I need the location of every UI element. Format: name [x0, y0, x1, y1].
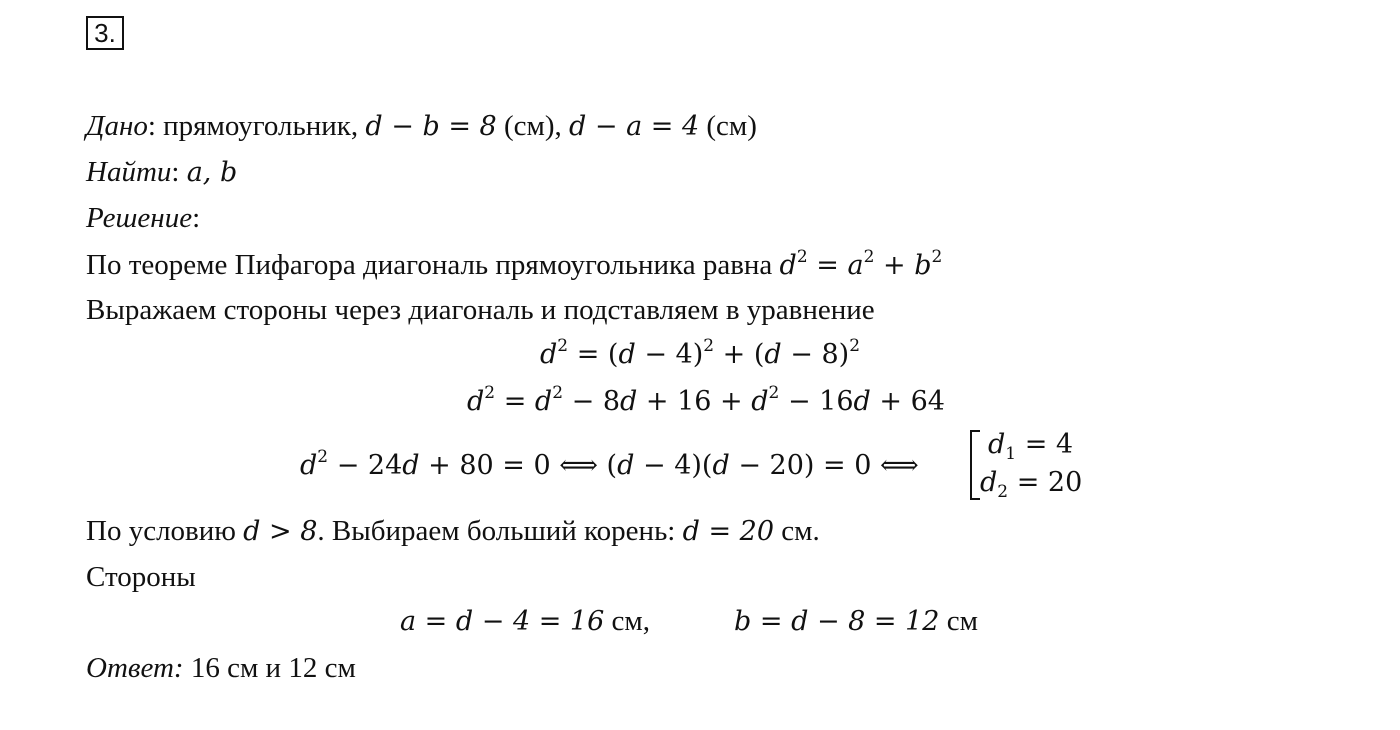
root-1: $d_1 = 4$	[988, 429, 1074, 464]
find-line	[86, 154, 237, 191]
given-text: : прямоугольник,	[147, 110, 366, 142]
problem-number: 3.	[86, 16, 124, 50]
side-a-unit: см,	[604, 605, 651, 637]
given-unit2: (см)	[699, 110, 757, 142]
cases-bracket	[970, 430, 980, 500]
answer-text: 16 см и 12 см	[183, 652, 356, 684]
answer-label: Ответ:	[86, 652, 184, 684]
side-b	[734, 603, 978, 640]
conclusion-text3: см.	[774, 515, 820, 547]
given-eq2: d − a = 4	[569, 111, 700, 142]
equation-1: $d^2 = (d - 4)^2 + (d - 8)^2$	[539, 336, 861, 370]
solution-label: Решение	[86, 202, 193, 234]
equation-2: $d^2 = d^2 - 8d + 16 + d^2 - 16d + 64$	[467, 383, 945, 417]
conclusion-text2: . Выбираем больший корень:	[317, 515, 683, 547]
side-a	[400, 603, 650, 640]
given-label: Дано	[86, 110, 148, 142]
side-a-expr: a = d − 4 = 16	[400, 606, 605, 637]
find-vars: a, b	[186, 157, 238, 188]
equation-3-lhs: $d^2 - 24d + 80 = 0$ ⟺ (d − 4)(d − 20) = 0 ⟺	[300, 447, 919, 481]
pythagoras-text: По теореме Пифагора диагональ прямоугольника равна	[86, 249, 780, 281]
find-text: :	[171, 156, 187, 188]
substitute-line: Выражаем стороны через диагональ и подставляем в уравнение	[86, 294, 875, 326]
given-unit1: (см),	[496, 110, 569, 142]
side-b-unit: см	[939, 605, 978, 637]
root-2: $d_2 = 20$	[980, 467, 1083, 502]
pythagoras-line	[86, 247, 942, 284]
conclusion-root: d = 20	[682, 516, 775, 547]
solution-line	[86, 200, 200, 236]
answer-line	[86, 650, 356, 686]
pythagoras-formula: $d^2 = a^2 + b^2$	[779, 247, 943, 281]
find-label: Найти	[86, 156, 172, 188]
given-line	[86, 108, 757, 145]
solution-colon: :	[192, 202, 201, 234]
side-b-expr: b = d − 8 = 12	[734, 606, 940, 637]
conclusion-text1: По условию	[86, 515, 244, 547]
conclusion-line	[86, 513, 820, 550]
sides-label: Стороны	[86, 561, 196, 593]
conclusion-cond: d > 8	[243, 516, 318, 547]
given-eq1: d − b = 8	[365, 111, 497, 142]
